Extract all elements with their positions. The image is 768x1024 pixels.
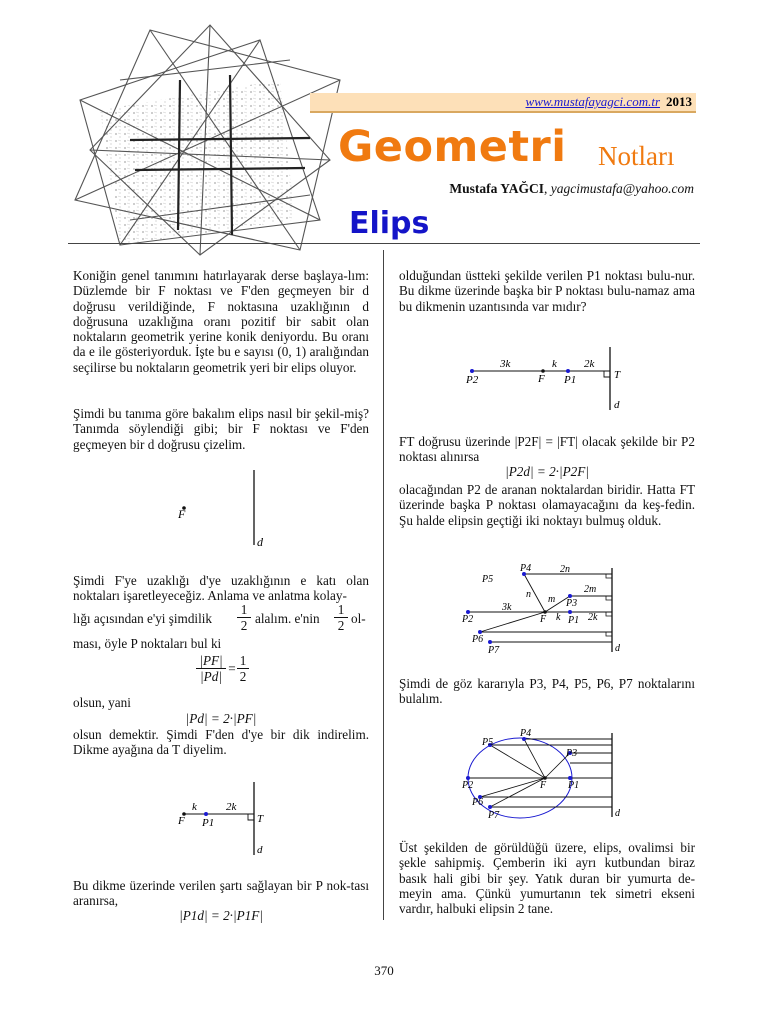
fig4-label-P7: P7: [488, 645, 500, 656]
year: 2013: [666, 94, 692, 109]
author-email: yagcimustafa@yahoo.com: [550, 181, 694, 196]
fig5-label-P5: P5: [482, 737, 494, 748]
eq1-rhs-den: 2: [237, 668, 249, 684]
fraction-half-2: [334, 602, 348, 634]
right-paragraph-3: olacağından P2 de aranan noktalardan biridir. Hatta FT üzerinde başka P noktası olamayacağını da keş-fedin. Şu halde elipsin geçtiği iki noktayı bulmuş olduk.: [399, 482, 695, 528]
fig4-label-2m: 2m: [584, 584, 597, 595]
fig5-label-P2: P2: [462, 780, 474, 791]
fraction-half-1: [237, 602, 251, 634]
fig3-label-3k: 3k: [500, 358, 511, 370]
left-paragraph-4: olsun, yani: [73, 695, 131, 710]
fig4-label-P3: P3: [566, 598, 578, 609]
fig1-label-F: F: [178, 507, 186, 521]
topic-title: Elips: [349, 206, 430, 241]
fig4-label-2k: 2k: [588, 612, 598, 623]
fig4-label-P5: P5: [482, 574, 494, 585]
author-line: Mustafa YAĞCI, yagcimustafa@yahoo.com: [449, 181, 694, 196]
fig3-label-P1: P1: [564, 374, 577, 386]
fig4-label-m: m: [548, 594, 556, 605]
fig2-label-P1: P1: [202, 817, 215, 829]
left-paragraph-3b: lığı açısından e'yi şimdilik: [73, 611, 212, 626]
right-paragraph-2: FT doğrusu üzerinde |P2F| = |FT| olacak şekilde bir P2 noktası alınırsa: [399, 434, 695, 465]
figure-points-construction: [460, 560, 640, 660]
eq1-numerator: |PF|: [199, 653, 223, 668]
fig4-label-P1: P1: [568, 615, 580, 626]
series-subtitle: Notları: [598, 141, 675, 171]
fig3-label-d: d: [614, 399, 620, 411]
fig5-label-P4: P4: [520, 728, 532, 739]
left-paragraph-6: Bu dikme üzerinde verilen şartı sağlayan bir P nok-tası aranırsa,: [73, 878, 369, 909]
fraction-num: 1: [337, 602, 345, 617]
left-equation-3: |P1d| = 2·|P1F|: [179, 908, 263, 923]
eq1-rhs-num: 1: [239, 653, 247, 668]
fig4-label-n: n: [526, 589, 531, 600]
fig5-label-P6: P6: [472, 797, 484, 808]
fraction-den: 2: [237, 617, 251, 633]
figure-perpendicular: [170, 780, 280, 860]
fig4-label-F: F: [540, 614, 547, 625]
fig4-label-P2: P2: [462, 614, 474, 625]
fig4-label-3k: 3k: [502, 602, 512, 613]
left-paragraph-3c: alalım. e'nin: [255, 611, 320, 626]
fig4-label-2n: 2n: [560, 564, 570, 575]
fig4-label-k: k: [556, 612, 561, 623]
fig3-label-F: F: [538, 373, 545, 385]
fraction-num: 1: [240, 602, 248, 617]
series-title: Geometri: [338, 122, 567, 172]
fig5-label-d: d: [615, 808, 620, 819]
left-paragraph-3d: ol-: [351, 611, 366, 626]
left-paragraph-5: olsun demektir. Şimdi F'den d'ye bir dik indirelim. Dikme ayağına da T diyelim.: [73, 727, 369, 758]
fig3-label-P2: P2: [466, 374, 479, 386]
eq1-denominator: |Pd|: [196, 668, 226, 684]
figure-point-and-line: [170, 465, 280, 555]
fig2-label-T: T: [257, 813, 264, 825]
fig2-label-2k: 2k: [226, 801, 237, 813]
section-divider: [68, 243, 700, 244]
page-number: 370: [374, 963, 394, 978]
left-paragraph-3a: Şimdi F'ye uzaklığı d'ye uzaklığının e katı olan noktaları işaretleyeceğiz. Anlama ve anlatma kolay-: [73, 573, 369, 604]
fig4-label-P4: P4: [520, 563, 532, 574]
fig5-label-P3: P3: [566, 748, 578, 759]
left-equation-2: |Pd| = 2·|PF|: [185, 711, 257, 726]
right-paragraph-4: Şimdi de göz kararıyla P3, P4, P5, P6, P7 noktalarını bulalım.: [399, 676, 695, 707]
right-paragraph-1: olduğundan üstteki şekilde verilen P1 noktası bulu-nur. Bu dikme üzerinde başka bir P noktası bulu-namaz ama bu dikmenin uzantısında var mıdır?: [399, 268, 695, 314]
eq1-equals: =: [228, 661, 236, 676]
column-divider: [383, 250, 384, 920]
fig3-label-k: k: [552, 358, 557, 370]
fig5-label-F: F: [540, 780, 547, 791]
fig4-label-P6: P6: [472, 634, 484, 645]
right-paragraph-5: Üst şekilden de görüldüğü üzere, elips, ovalimsi bir şekle sahipmiş. Çemberin iki ayrı kutbundan biraz basık hali gibi bir şey. Yatık duran bir yumurta de-meyin ama. Çünkü yumurtanın tek simetri ekseni vardır, halbuki elipsin 2 tane.: [399, 840, 695, 917]
fig5-label-P1: P1: [568, 780, 580, 791]
fig5-label-P7: P7: [488, 810, 500, 821]
fig4-label-d: d: [615, 643, 620, 654]
fraction-den: 2: [334, 617, 348, 633]
right-equation-4: |P2d| = 2·|P2F|: [505, 464, 589, 479]
eq1-fraction: [196, 653, 226, 685]
left-paragraph-1: Koniğin genel tanımını hatırlayarak derse başlaya-lım: Düzlemde bir F noktası ve F'den geçmeyen bir d doğrusu verildiğinde, F noktasına uzaklığının d doğrusuna uzaklığına oranı pozitif bir sabit olan noktaların geometrik yerine konik deniyordu. Bu oranı da e ile gösteriyorduk. İşte bu e sayısı (0, 1) aralığından seçilirse bu noktaların geometrik yeri bir elips oluyor.: [73, 268, 369, 375]
header-url-line: [310, 93, 696, 111]
fig2-label-d: d: [257, 844, 263, 856]
fig3-label-2k: 2k: [584, 358, 595, 370]
fig2-label-F: F: [178, 815, 185, 827]
left-paragraph-3e: ması, öyle P noktaları bul ki: [73, 636, 222, 651]
figure-ellipse: [460, 725, 640, 825]
fig1-label-d: d: [257, 535, 263, 549]
author-name: Mustafa YAĞCI: [449, 181, 544, 196]
header-rule: [310, 111, 696, 113]
header-geometry-graphic: [60, 20, 350, 260]
left-paragraph-2: Şimdi bu tanıma göre bakalım elips nasıl bir şekil-miş? Tanımda söylendiği gibi; bir F noktası ve F'den geçmeyen bir d doğrusu çizelim.: [73, 406, 369, 452]
figure-line-points: [460, 345, 640, 415]
fig2-label-k: k: [192, 801, 197, 813]
eq1-rhs-fraction: [237, 653, 249, 685]
fig3-label-T: T: [614, 369, 621, 381]
website-link[interactable]: www.mustafayagci.com.tr: [525, 94, 660, 109]
